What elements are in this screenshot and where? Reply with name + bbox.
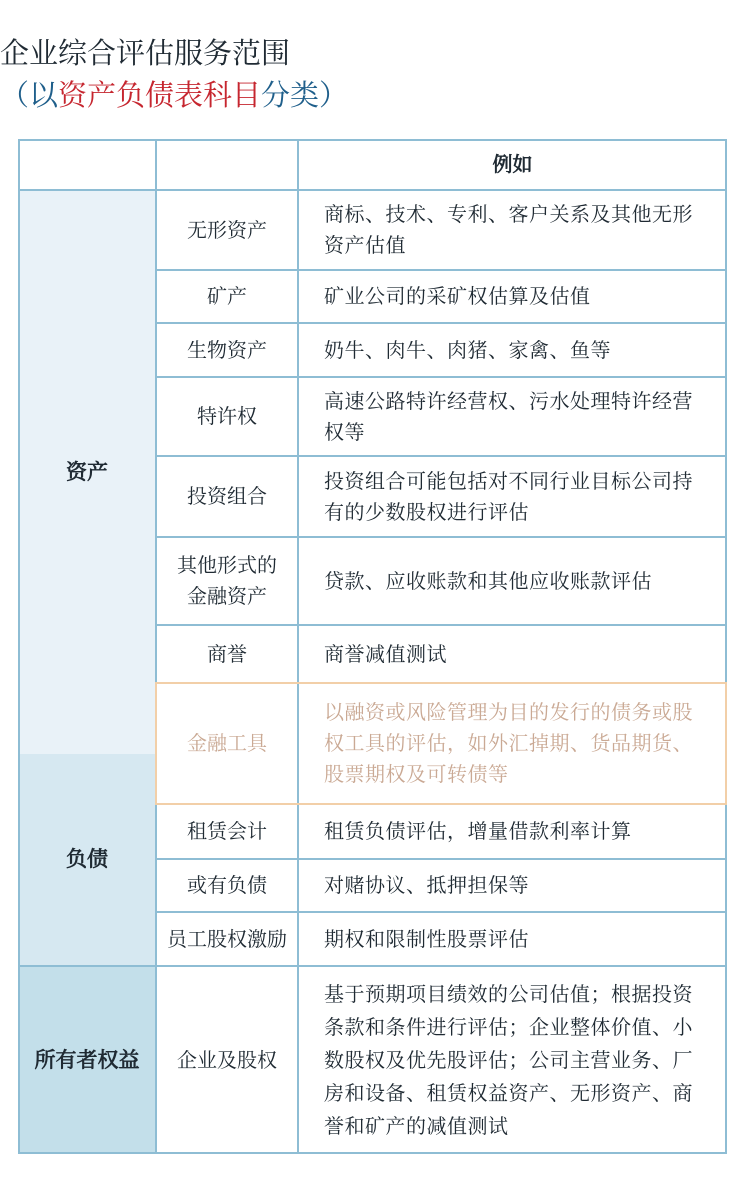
row-example: 期权和限制性股票评估 [324,926,529,951]
highlight-frame [155,682,727,805]
table-border [18,139,20,1154]
row-item: 商誉 [207,641,247,666]
row-item: 其他形式的金融资产 [177,553,277,608]
row-divider [18,965,727,967]
row-divider [156,624,727,626]
row-example: 以融资或风险管理为目的发行的债务或股权工具的评估，如外汇掉期、货品期货、股票期权及可转债等 [324,700,693,786]
category-equity: 所有者权益 [34,1047,140,1072]
row-example: 投资组合可能包括对不同行业目标公司持有的少数股权进行评估 [324,468,693,524]
row-example: 奶牛、肉牛、肉猪、家禽、鱼等 [324,337,611,362]
title-line-2 [0,76,744,114]
category-liabilities: 负债 [66,846,108,871]
table-border [18,139,727,141]
row-item: 企业及股权 [177,1047,277,1072]
row-divider [18,189,727,191]
title-highlight: 资产负债表科目 [58,78,262,112]
table-border [725,139,727,1154]
column-divider [297,139,299,1154]
row-example: 商誉减值测试 [324,641,447,666]
row-divider [156,455,727,457]
row-example: 矿业公司的采矿权估算及估值 [324,284,591,308]
row-item: 特许权 [197,404,257,428]
row-item: 投资组合 [187,484,267,508]
row-item: 生物资产 [187,337,267,362]
row-divider [156,376,727,378]
row-example: 高速公路特许经营权、污水处理特许经营权等 [324,388,693,444]
row-item: 无形资产 [187,217,267,242]
row-divider [156,858,727,860]
header-example: 例如 [492,152,533,176]
row-example: 租赁负债评估，增量借款利率计算 [324,819,632,843]
row-divider [156,322,727,324]
title-line-1: 企业综合评估服务范围 [0,36,291,70]
title-mid: 分 [261,78,291,112]
valuation-scope-table [18,139,727,1154]
title-paren-close: 类） [290,78,349,112]
row-item: 员工股权激励 [167,926,287,951]
row-example: 对赌协议、抵押担保等 [324,873,529,897]
row-example: 商标、技术、专利、客户关系及其他无形资产估值 [324,202,693,257]
row-item: 或有负债 [187,873,267,897]
row-divider [156,269,727,271]
row-item: 矿产 [207,284,247,308]
row-example: 基于预期项目绩效的公司估值；根据投资条款和条件进行评估；企业整体价值、小数股权及优先股评估；公司主营业务、厂房和设备、租赁权益资产、无形资产、商誉和矿产的减值测试 [324,981,693,1138]
row-example: 贷款、应收账款和其他应收账款评估 [324,568,652,593]
row-item: 租赁会计 [187,819,267,843]
column-divider [155,139,157,1154]
table-border [18,1152,727,1154]
row-item: 金融工具 [187,731,267,755]
row-divider [156,911,727,913]
row-divider [156,536,727,538]
title-paren-open: （以 [0,78,59,112]
category-assets: 资产 [66,459,108,484]
